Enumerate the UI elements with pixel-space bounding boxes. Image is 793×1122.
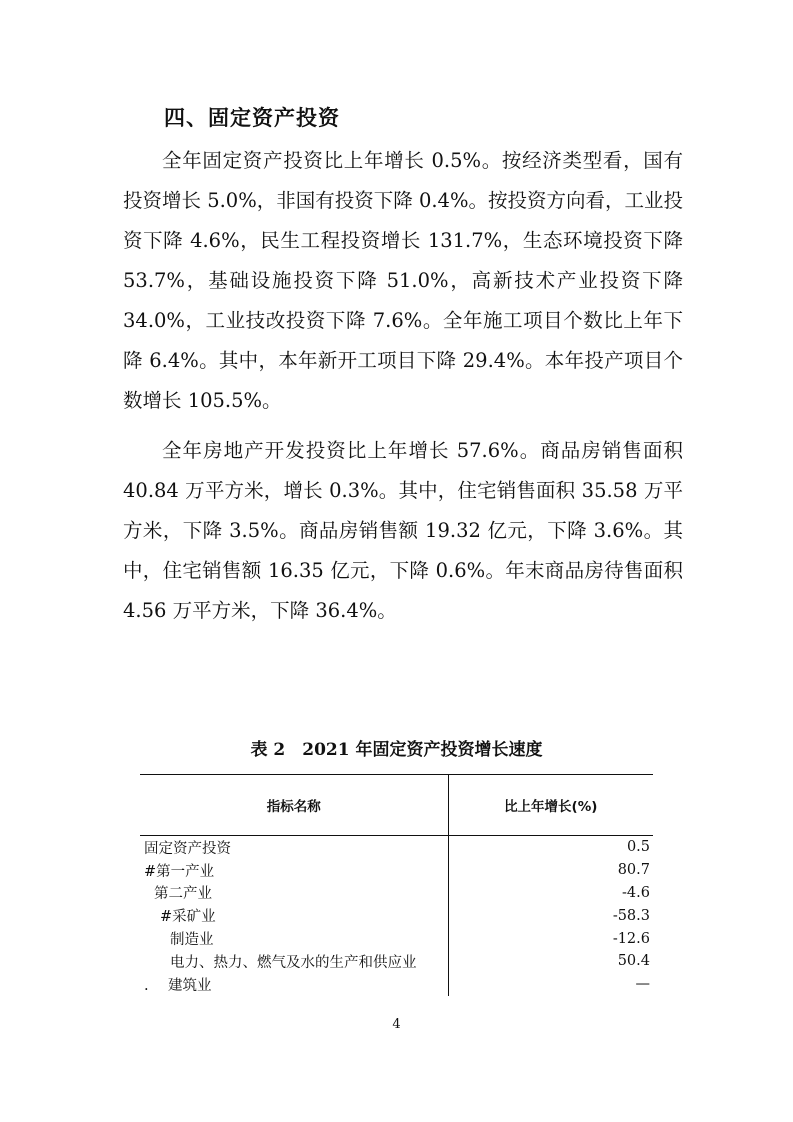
table-row (140, 859, 653, 882)
table-row (140, 973, 653, 996)
table-header-row (140, 775, 653, 836)
page-number: 4 (392, 1017, 401, 1032)
table-row (140, 950, 653, 973)
header-indicator-name: 指标名称 (140, 775, 448, 836)
row-label: 制造业 (140, 927, 448, 950)
row-label: 建筑业 (168, 977, 212, 994)
row-label: #采矿业 (140, 904, 448, 927)
row-value: -58.3 (612, 907, 650, 924)
row-value: 0.5 (626, 839, 650, 856)
table-row (140, 904, 653, 927)
row-label: 第二产业 (140, 882, 448, 905)
section-heading: 四、固定资产投资 (164, 106, 340, 130)
row-value: 80.7 (617, 862, 650, 879)
header-growth-rate: 比上年增长(%) (448, 775, 653, 836)
paragraph-real-estate: 全年房地产开发投资比上年增长 57.6%。商品房销售面积 40.84 万平方米，增长 0.3%。其中，住宅销售面积 35.58 万平方米，下降 3.5%。商品房销售额 19.32 亿元，下降 3.6%。其中，住宅销售额 16.35 亿元，下降 0.6%。年末商品房待售面积 4.56 万平方米，下降 36.4%。 (123, 439, 683, 622)
row-value: -12.6 (612, 930, 650, 947)
investment-growth-table (140, 774, 653, 996)
row-lead-mark: . (144, 977, 149, 994)
row-label-cell (140, 973, 448, 996)
row-value: 50.4 (617, 953, 650, 970)
row-label: 电力、热力、燃气及水的生产和供应业 (140, 950, 448, 973)
row-label: #第一产业 (140, 859, 448, 882)
row-value: — (635, 976, 650, 993)
row-value: -4.6 (622, 884, 650, 901)
table-title: 表 2 2021 年固定资产投资增长速度 (250, 740, 543, 760)
paragraph-fixed-asset-investment: 全年固定资产投资比上年增长 0.5%。按经济类型看，国有投资增长 5.0%，非国有投资下降 0.4%。按投资方向看，工业投资下降 4.6%，民生工程投资增长 131.7%，生态环境投资下降 53.7%，基础设施投资下降 51.0%，高新技术产业投资下降 34.0%，工业技改投资下降 7.6%。全年施工项目个数比上年下降 6.4%。其中，本年新开工项目下降 29.4%。本年投产项目个数增长 105.5%。 (123, 149, 683, 412)
table-row (140, 836, 653, 859)
row-label: 固定资产投资 (140, 836, 448, 859)
table-row (140, 882, 653, 905)
table-row (140, 927, 653, 950)
